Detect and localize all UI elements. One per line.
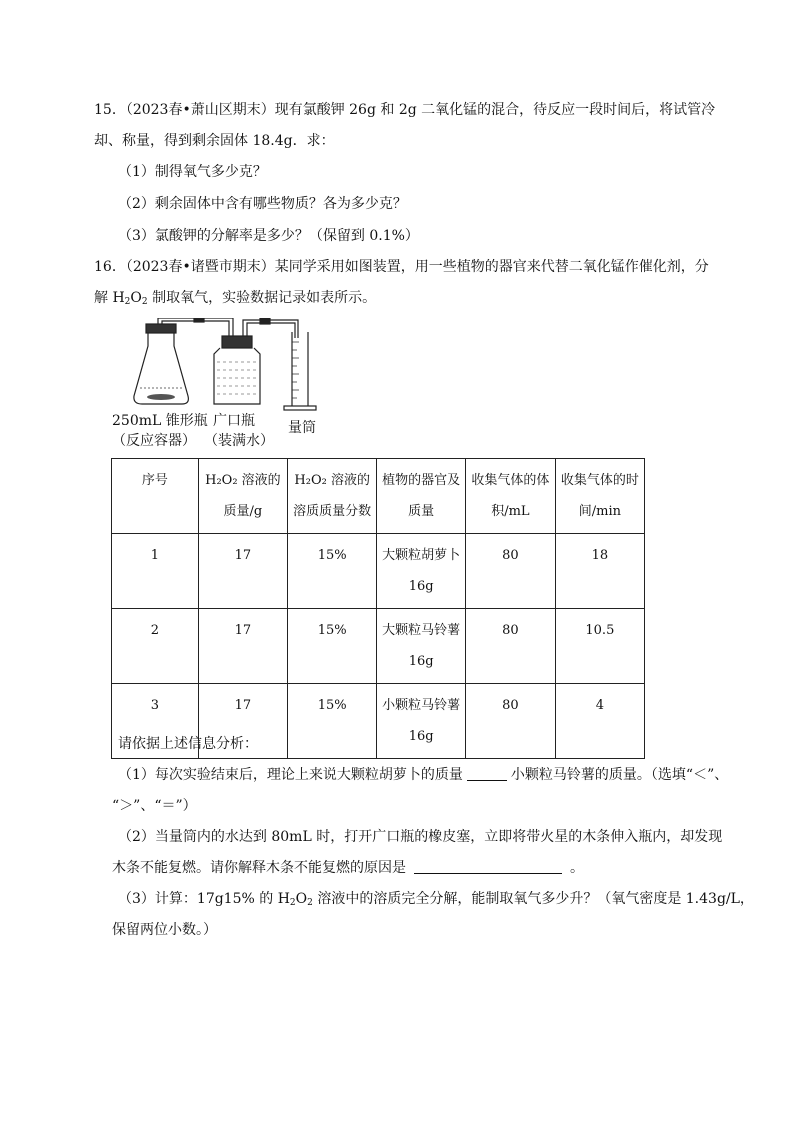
cell-time: 10.5 (555, 609, 644, 684)
experiment-table (111, 458, 645, 759)
table-header-row (112, 459, 645, 534)
table-row (112, 609, 645, 684)
conical-flask (134, 324, 189, 404)
header-cell: H₂O₂ 溶液的 溶质质量分数 (288, 459, 377, 534)
q16-part2-line2: 木条不能复燃。请你解释木条不能复燃的原因是 。 (112, 860, 584, 876)
q16-part1-line2: “＞”、“＝”） (112, 798, 197, 814)
cell-time: 18 (555, 534, 644, 609)
header-cell: 收集气体的体 积/mL (465, 459, 555, 534)
q16-part1-line1: （1）每次实验结束后，理论上来说大颗粒胡萝卜的质量 小颗粒马铃薯的质量。（选填“＜”、 (118, 767, 729, 783)
measuring-cylinder (284, 332, 316, 410)
cell-time: 4 (555, 684, 644, 759)
cell-organ: 大颗粒胡萝卜 16g (377, 534, 466, 609)
cylinder-label: 量筒 (288, 420, 316, 436)
table-row (112, 534, 645, 609)
q15-stem-line2: 却、称量，得到剩余固体 18.4g．求： (94, 133, 335, 149)
header-cell: H₂O₂ 溶液的 质量/g (198, 459, 287, 534)
cell-no: 2 (112, 609, 199, 684)
bottle-label: 广口瓶 (213, 413, 255, 429)
flask-label: 250mL 锥形瓶 (112, 413, 208, 429)
cell-volume: 80 (465, 534, 555, 609)
header-cell: 收集气体的时 间/min (555, 459, 644, 534)
cell-no: 3 (112, 684, 199, 759)
cell-mass: 17 (198, 684, 287, 759)
q15-subquestion-2: （2）剩余固体中含有哪些物质？各为多少克？ (118, 196, 407, 212)
bottle-note: （装满水） (204, 433, 274, 449)
cell-mass: 17 (198, 609, 287, 684)
q15-subquestion-3: （3）氯酸钾的分解率是多少？（保留到 0.1%） (118, 228, 419, 244)
analysis-intro: 请依据上述信息分析： (118, 736, 258, 752)
cell-organ: 小颗粒马铃薯 16g (377, 684, 466, 759)
wide-mouth-bottle (214, 336, 260, 404)
q15-stem-line1: 15．（2023春•萧山区期末）现有氯酸钾 26g 和 2g 二氧化锰的混合，待反应一段时间后，将试管冷 (94, 102, 716, 118)
q16-stem-line1: 16．（2023春•诸暨市期末）某同学采用如图装置，用一些植物的器官来代替二氧化锰作催化剂，分 (94, 259, 709, 275)
cell-conc: 15% (288, 534, 377, 609)
q16-part3-line1: （3）计算：17g15% 的 $H_2O_2$ 溶液中的溶质完全分解，能制取氧气多少升？（氧气密度是 1.43g/L， (118, 891, 754, 908)
cell-no: 1 (112, 534, 199, 609)
cell-volume: 80 (465, 684, 555, 759)
cell-conc: 15% (288, 609, 377, 684)
answer-blank-2[interactable] (414, 858, 562, 874)
q16-part3-line2: 保留两位小数。） (112, 922, 217, 938)
flask-note: （反应容器） (112, 433, 196, 449)
cell-mass: 17 (198, 534, 287, 609)
q15-subquestion-1: （1）制得氧气多少克？ (118, 164, 267, 180)
q16-stem-line2: 解 $H_2O_2$ 制取氧气，实验数据记录如表所示。 (94, 290, 377, 307)
header-cell: 序号 (112, 459, 199, 534)
cell-organ: 大颗粒马铃薯 16g (377, 609, 466, 684)
cell-volume: 80 (465, 609, 555, 684)
q16-part2-line1: （2）当量筒内的水达到 80mL 时，打开广口瓶的橡皮塞，立即将带火星的木条伸入瓶内，却发现 (118, 829, 723, 845)
cell-conc: 15% (288, 684, 377, 759)
answer-blank-1[interactable] (467, 765, 507, 781)
apparatus-diagram (118, 318, 348, 414)
header-cell: 植物的器官及 质量 (377, 459, 466, 534)
